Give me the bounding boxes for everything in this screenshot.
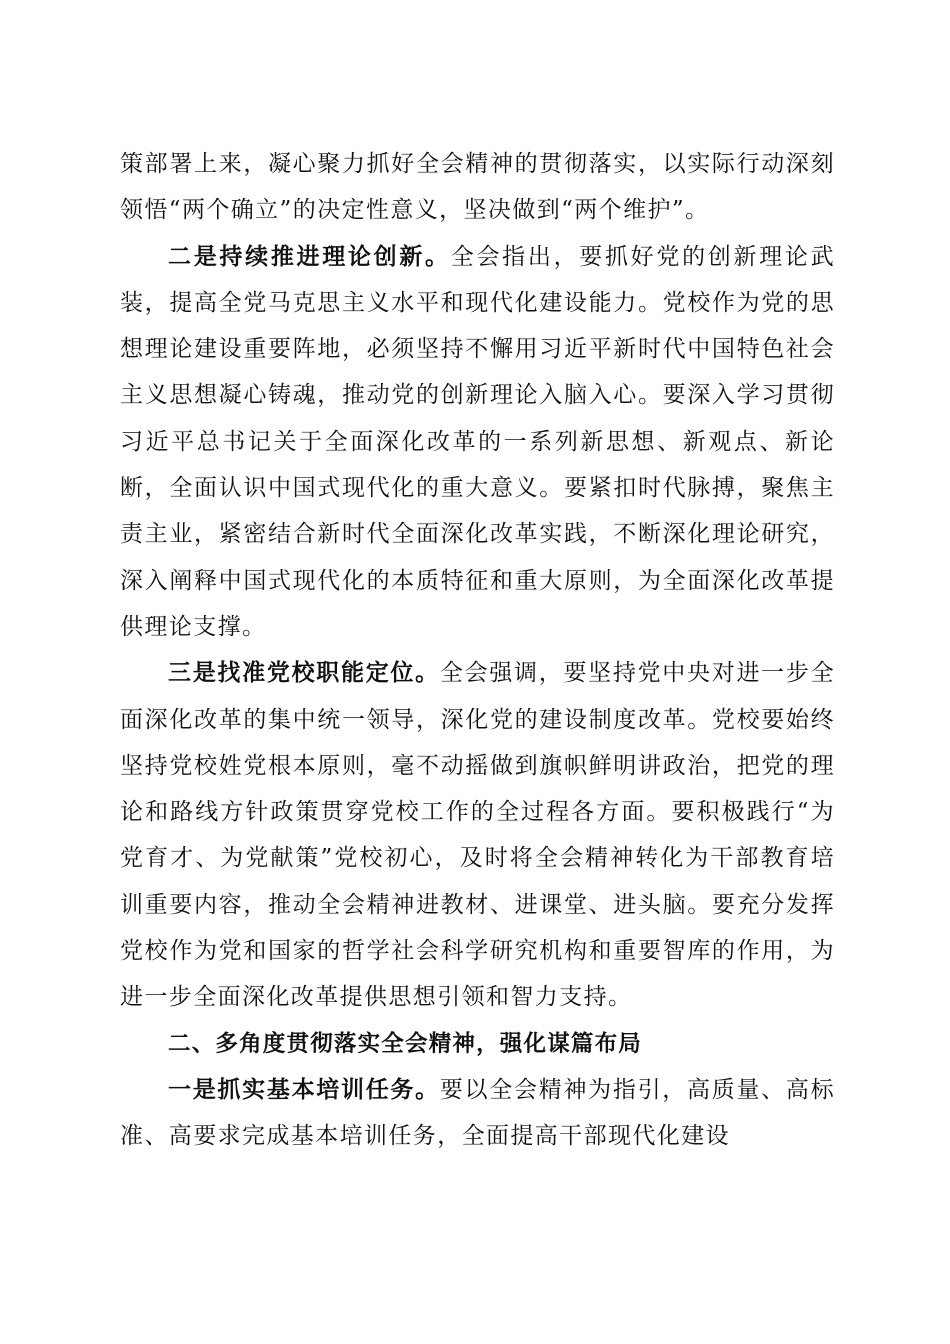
paragraph-party-school-function [120,650,835,1020]
paragraph-basic-training [120,1067,835,1160]
paragraph-text: 全会指出，要抓好党的创新理论武装，提高全党马克思主义水平和现代化建设能力。党校作为党的思想理论建设重要阵地，必须坚持不懈用习近平新时代中国特色社会主义思想凝心铸魂，推动党的创新理论入脑入心。要深入学习贯彻习近平总书记关于全面深化改革的一系列新思想、新观点、新论断，全面认识中国式现代化的重大意义。要紧扣时代脉搏，聚焦主责主业，紧密结合新时代全面深化改革实践，不断深化理论研究，深入阐释中国式现代化的本质特征和重大原则，为全面深化改革提供理论支撑。 [120,243,836,640]
paragraph-lead: 一是抓实基本培训任务。 [168,1075,440,1103]
paragraph-lead: 二是持续推进理论创新。 [168,242,451,270]
paragraph-continuation [120,141,835,234]
paragraph-text: 策部署上来，凝心聚力抓好全会精神的贯彻落实，以实际行动深刻领悟“两个确立”的决定性意义，坚决做到“两个维护”。 [120,151,835,224]
paragraph-text: 全会强调，要坚持党中央对进一步全面深化改革的集中统一领导，深化党的建设制度改革。党校要始终坚持党校姓党根本原则，毫不动摇做到旗帜鲜明讲政治，把党的理论和路线方针政策贯穿党校工作的全过程各方面。要积极践行“为党育才、为党献策”党校初心，及时将全会精神转化为干部教育培训重要内容，推动全会精神进教材、进课堂、进头脑。要充分发挥党校作为党和国家的哲学社会科学研究机构和重要智库的作用，为进一步全面深化改革提供思想引领和智力支持。 [120,660,835,1011]
section-heading: 二、多角度贯彻落实全会精神，强化谋篇布局 [168,1030,643,1057]
paragraph-theory-innovation [120,234,835,651]
paragraph-text: 要以全会精神为指引，高质量、高标准、高要求完成基本培训任务，全面提高干部现代化建设 [120,1076,835,1150]
document-body [120,141,835,1160]
paragraph-lead: 三是找准党校职能定位。 [168,659,440,687]
